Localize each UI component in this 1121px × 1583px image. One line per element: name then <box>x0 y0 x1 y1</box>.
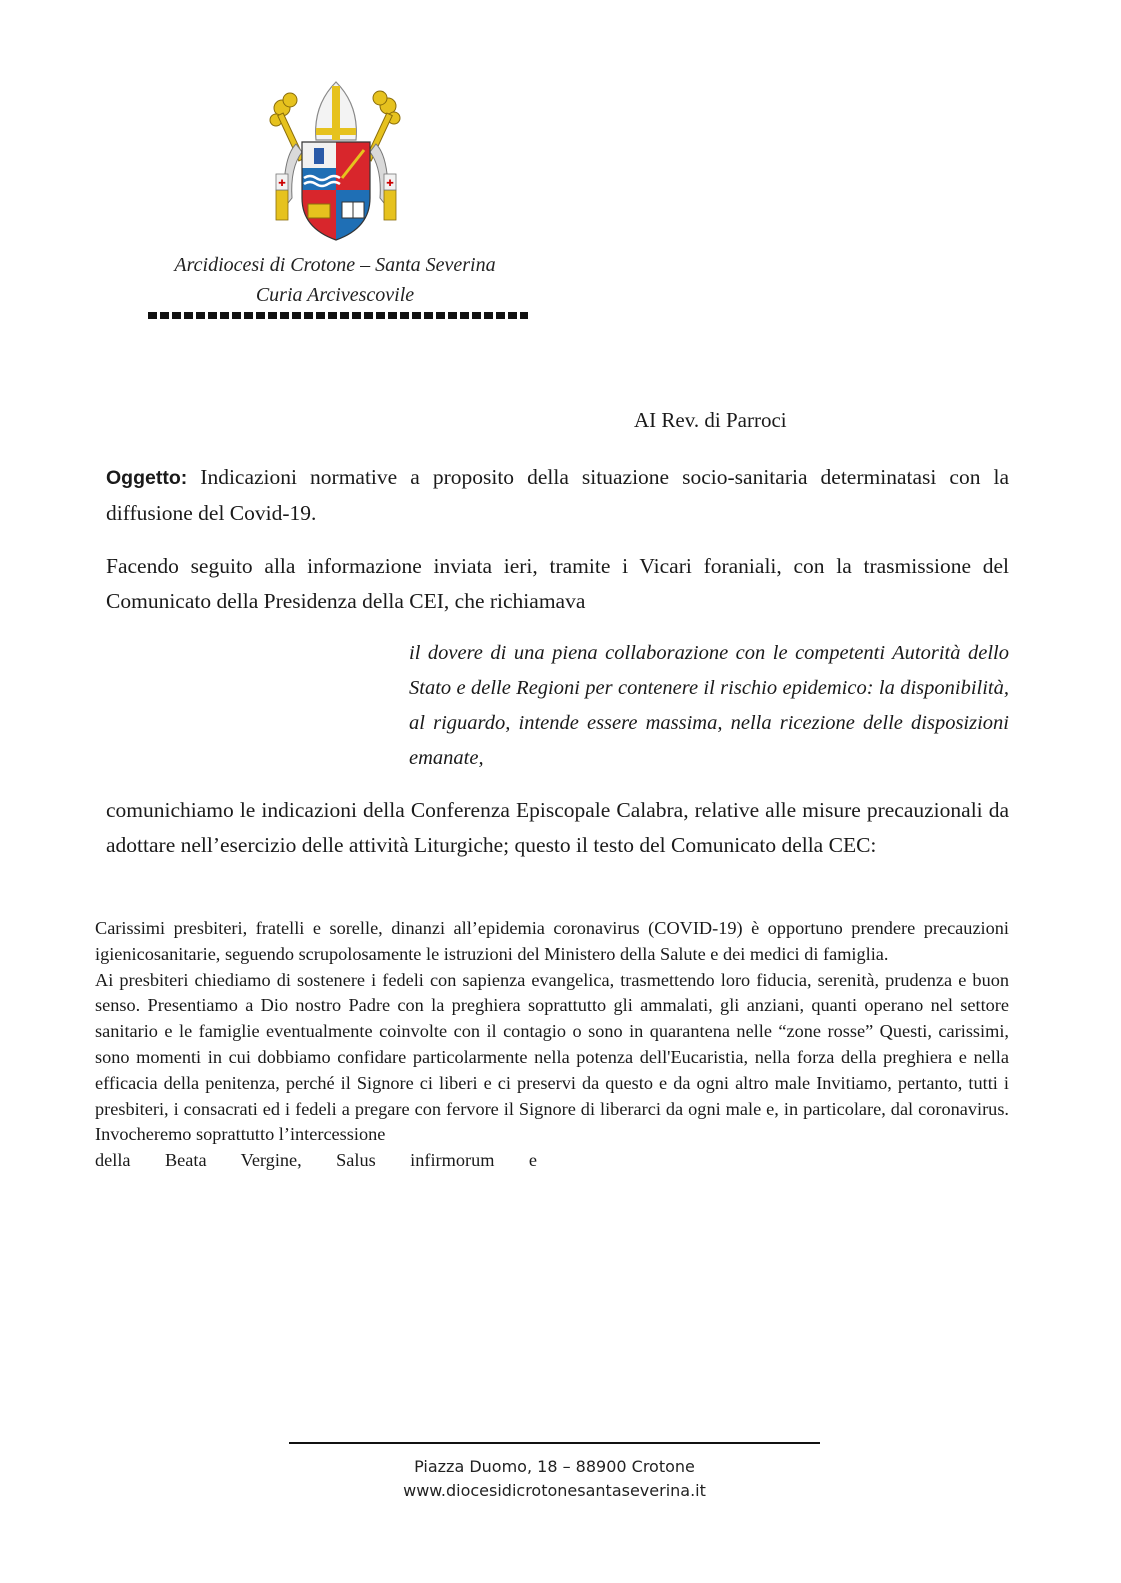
svg-text:✚: ✚ <box>278 178 286 188</box>
dotted-divider <box>148 312 528 319</box>
recipient-line: AI Rev. di Parroci <box>634 408 787 432</box>
communique-paragraph-2: Ai presbiteri chiediamo di sostenere i fedeli con sapienza evangelica, trasmettendo loro fiducia, serenità, prudenza e buon senso. Presentiamo a Dio nostro Padre con la preghiera soprattutto gli ammalati, gli anziani, quanti operano nel settore sanitario e le famiglie eventualmente coinvolte con il contagio o sono in quarantena nelle “zone rosse” Questi, carissimi, sono momenti in cui dobbiamo confidare particolarmente nella potenza dell'Eucaristia, nella forza della preghiera e nella efficacia della penitenza, perché il Signore ci liberi e ci preservi da questo e da ogni altro male Invitiamo, pertanto, tutti i presbiteri, i consacrati ed i fedeli a pregare con fervore il Signore di liberarci da ogni male e, in particolare, dal coronavirus. Invocheremo soprattutto l’intercessione <box>95 969 1009 1145</box>
subject-paragraph <box>106 460 1009 531</box>
footer-website-link[interactable]: www.diocesidicrotonesantaseverina.it <box>403 1481 706 1500</box>
communique-last-line: della Beata Vergine, Salus infirmorum e <box>95 1150 537 1171</box>
cec-communique <box>95 916 1009 1174</box>
archdiocese-coat-of-arms-logo <box>262 78 410 246</box>
archdiocese-name: Arcidiocesi di Crotone – Santa Severina <box>174 254 496 276</box>
curia-name: Curia Arcivescovile <box>255 284 415 306</box>
shield-icon <box>302 142 370 242</box>
footer-divider <box>289 1442 820 1444</box>
mitre-icon <box>316 82 357 140</box>
cei-quote: il dovere di una piena collaborazione con le competenti Autorità dello Stato e delle Regioni per contenere il rischio epidemico: la disponibilità, al riguardo, intende essere massima, nella ricezione delle disposizioni emanate, <box>409 642 1009 769</box>
communique-paragraph-1: Carissimi presbiteri, fratelli e sorelle, dinanzi all’epidemia coronavirus (COVID-19) è opportuno prendere precauzioni igienicosanitarie, seguendo scrupolosamente le istruzioni del Ministero della Salute e dei medici di famiglia. <box>95 918 1009 964</box>
svg-text:✚: ✚ <box>386 178 394 188</box>
subject-label: Oggetto: <box>106 467 188 489</box>
intro-paragraph: Facendo seguito alla informazione inviata ieri, tramite i Vicari foraniali, con la trasmissione del Comunicato della Presidenza della CEI, che richiamava <box>106 554 1009 613</box>
footer-address: Piazza Duomo, 18 – 88900 Crotone <box>414 1457 695 1476</box>
subject-text: Indicazioni normative a proposito della situazione socio-sanitaria determinatasi con la diffusione del Covid-19. <box>106 465 1009 525</box>
cec-intro-paragraph: comunichiamo le indicazioni della Conferenza Episcopale Calabra, relative alle misure precauzionali da adottare nell’esercizio delle attività Liturgiche; questo il testo del Comunicato della CEC: <box>106 798 1009 857</box>
